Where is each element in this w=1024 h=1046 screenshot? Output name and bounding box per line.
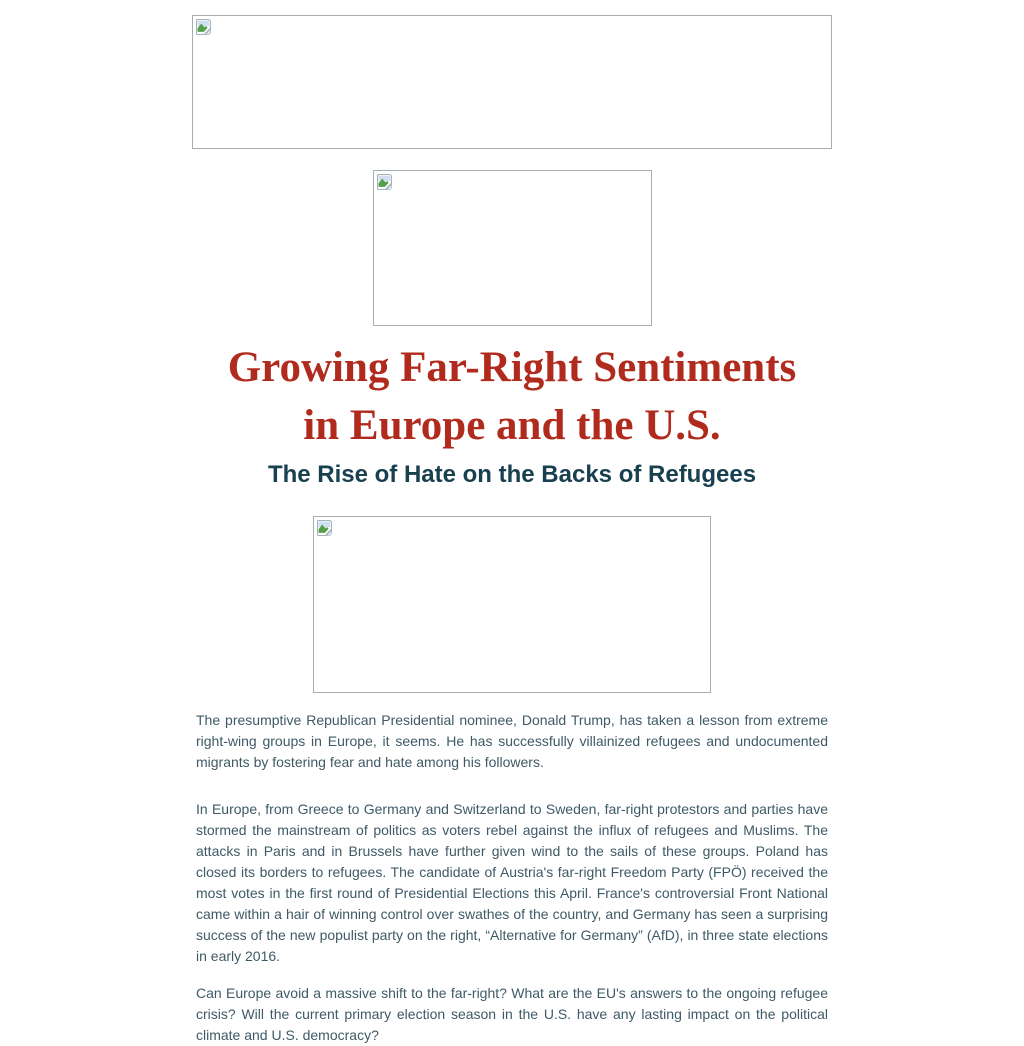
paragraph-europe: In Europe, from Greece to Germany and Switzerland to Sweden, far-right protestors and parties have stormed the mainstream of politics as voters rebel against the influx of refugees and Muslims. The attacks in Paris and in Brussels have further given wind to the sails of these groups. Poland has closed its borders to refugees. The candidate of Austria's far-right Freedom Party (FPÖ) received the most votes in the first round of Presidential Elections this April. France's controversial Front National came within a hair of winning control over swathes of the country, and Germany has seen a surprising success of the new populist party on the right, “Alternative for Germany” (AfD), in three state elections in early 2016. [196,801,828,964]
paragraph-questions: Can Europe avoid a massive shift to the far-right? What are the EU's answers to the ongoing refugee crisis? Will the current primary election season in the U.S. have any lasting impact on the political climate and U.S. democracy? [196,985,828,1043]
paragraph-intro: The presumptive Republican Presidential nominee, Donald Trump, has taken a lesson from extreme right-wing groups in Europe, it seems. He has successfully villainized refugees and undocumented migrants by fostering fear and hate among his followers. [196,712,828,770]
feature-image-placeholder [313,516,711,693]
secondary-image-placeholder [373,170,652,326]
article-subtitle: The Rise of Hate on the Backs of Refugees [267,461,757,488]
broken-image-icon [195,18,213,37]
article-title-line2: in Europe and the U.S. [303,402,721,449]
newsletter-column [192,0,832,1046]
header-image-placeholder [192,15,832,149]
article-title-line1: Growing Far-Right Sentiments [227,344,797,391]
article-body [196,710,828,1046]
article-title [192,339,832,455]
broken-image-icon [376,173,394,192]
broken-image-icon [316,519,334,538]
